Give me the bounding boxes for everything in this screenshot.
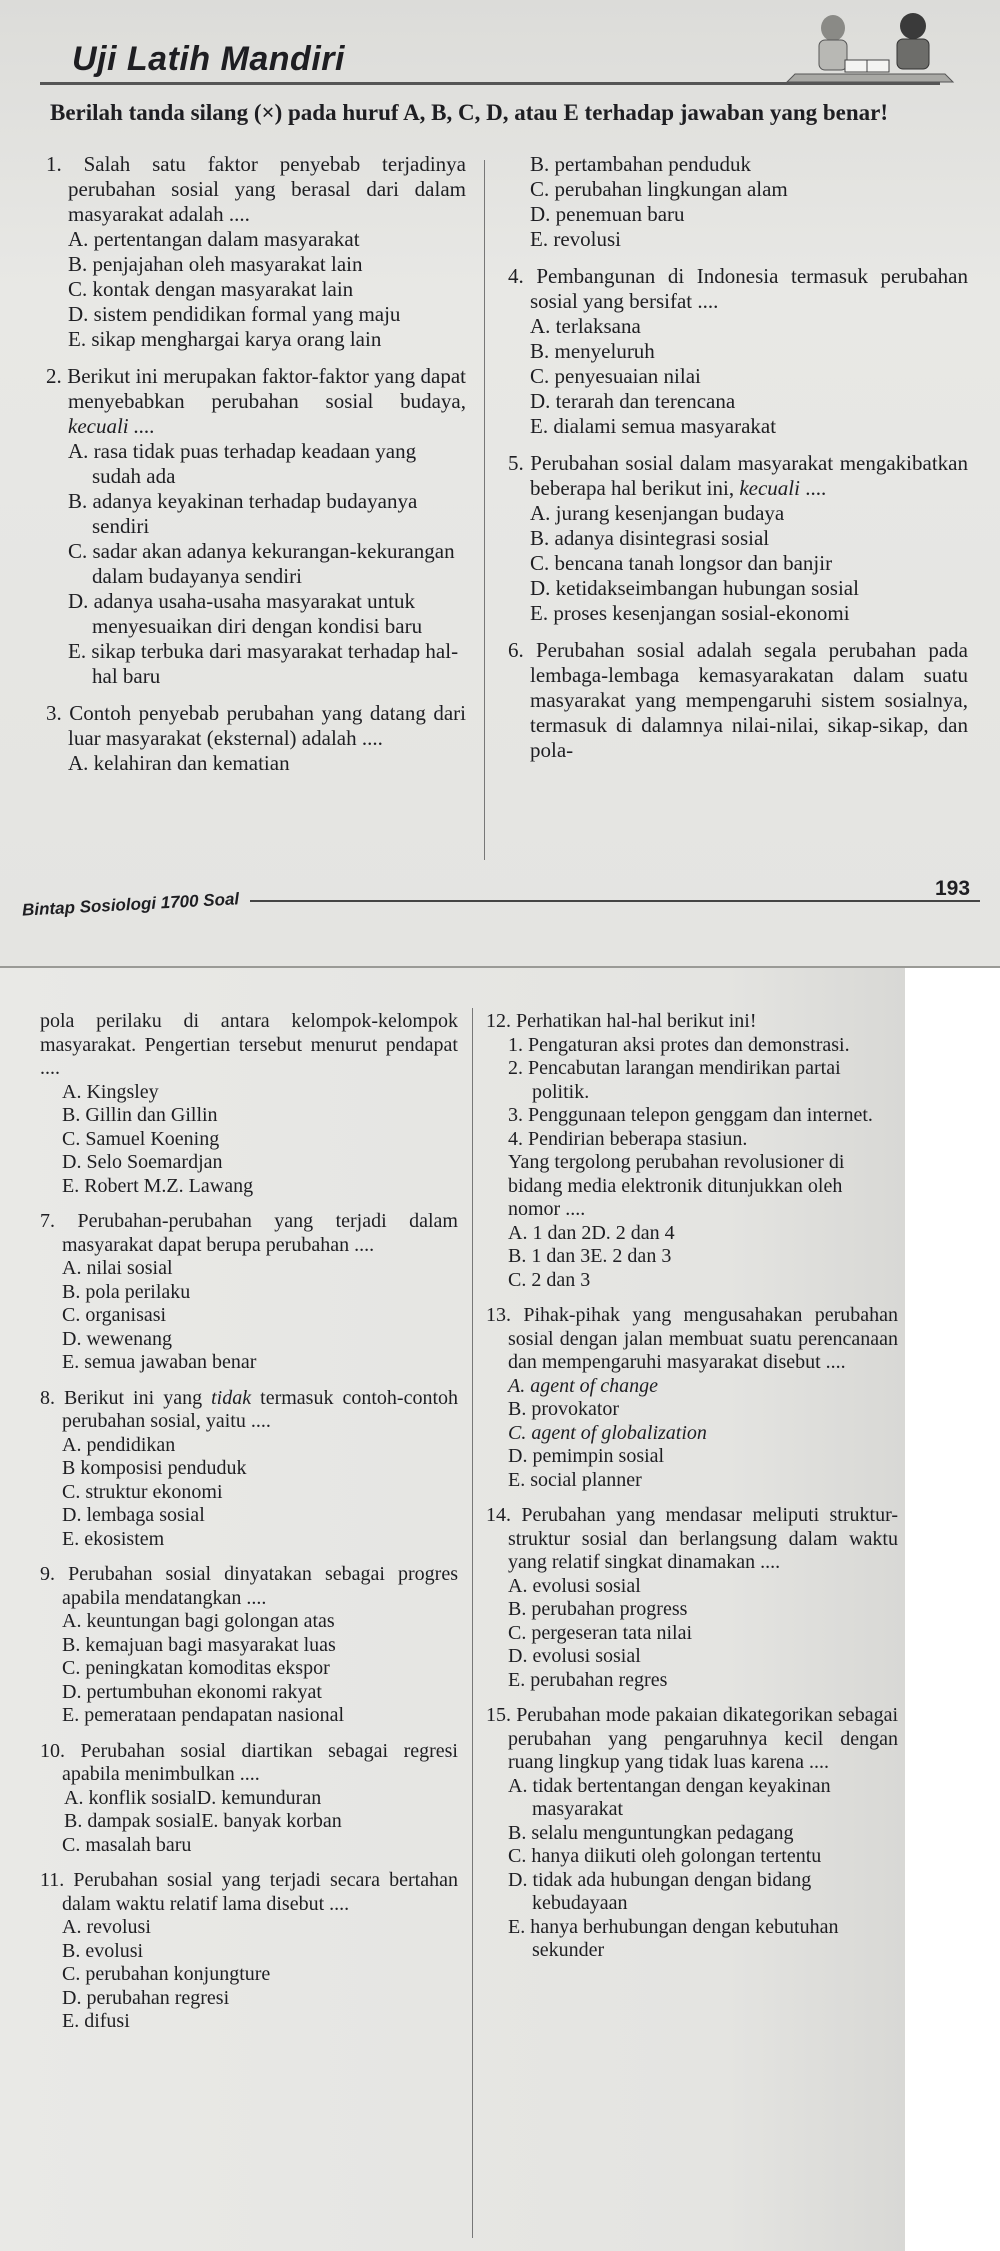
- stem-italic: kecuali: [739, 476, 800, 500]
- option: D. tidak ada hubungan dengan bidang kebudayaan: [508, 1868, 812, 1914]
- question-8: [40, 1387, 458, 1552]
- option: E. pemerataan pendapatan nasional: [62, 1704, 345, 1726]
- stem-text: 8. Berikut ini yang: [40, 1386, 203, 1409]
- option: A. evolusi sosial: [508, 1574, 641, 1597]
- section-title: Uji Latih Mandiri: [72, 40, 345, 78]
- question-stem: [40, 1387, 458, 1434]
- option: A. 1 dan 2: [508, 1221, 592, 1244]
- option: E. semua jawaban benar: [62, 1351, 257, 1373]
- option: B. menyeluruh: [530, 339, 655, 363]
- option: B. adanya keyakinan terhadap budayanya sendiri: [68, 489, 418, 538]
- option: C. penyesuaian nilai: [530, 364, 701, 388]
- option: B. Gillin dan Gillin: [62, 1104, 218, 1126]
- question-stem: pola perilaku di antara kelompok-kelompok masyarakat. Pengertian tersebut menurut pendapat ....: [40, 1010, 458, 1079]
- option: D. penemuan baru: [530, 202, 685, 226]
- question-1: [46, 152, 466, 352]
- book-page-194: [0, 968, 905, 2251]
- option: E. hanya berhubungan dengan kebutuhan sekunder: [508, 1915, 839, 1961]
- column-divider: [484, 160, 485, 860]
- book-title-footer: Bintap Sosiologi 1700 Soal: [21, 889, 240, 920]
- question-stem: 10. Perubahan sosial diartikan sebagai regresi apabila menimbulkan ....: [40, 1739, 458, 1785]
- question-stem: [46, 364, 466, 439]
- option-row: [40, 1810, 458, 1834]
- option: E. sikap menghargai karya orang lain: [68, 327, 382, 351]
- instruction: Berilah tanda silang (×) pada huruf A, B, C, D, atau E terhadap jawaban yang benar!: [50, 100, 889, 125]
- option: C. perubahan lingkungan alam: [530, 177, 788, 201]
- option: C. peningkatan komoditas ekspor: [62, 1657, 330, 1679]
- stem-text: 2. Berikut ini merupakan faktor-faktor yang dapat menyebabkan perubahan sosial budaya,: [46, 364, 466, 413]
- question-stem: 7. Perubahan-perubahan yang terjadi dalam masyarakat dapat berupa perubahan ....: [40, 1210, 458, 1256]
- option: C. Samuel Koening: [62, 1127, 220, 1150]
- question-stem: 12. Perhatikan hal-hal berikut ini!: [486, 1010, 757, 1032]
- option: A. pendidikan: [62, 1433, 176, 1456]
- question-stem: 15. Perubahan mode pakaian dikategorikan sebagai perubahan yang pengaruhnya kecil dengan ruang lingkup yang tidak luas karena ....: [486, 1704, 898, 1773]
- option: E. proses kesenjangan sosial-ekonomi: [530, 601, 850, 625]
- question-9: [40, 1563, 458, 1728]
- option: E. ekosistem: [62, 1527, 165, 1550]
- option: E. revolusi: [530, 227, 621, 251]
- option: D. kemunduran: [196, 1786, 322, 1809]
- question-13: [486, 1304, 898, 1492]
- question-6: [508, 638, 968, 763]
- option: B. adanya disintegrasi sosial: [530, 526, 770, 550]
- title-underline: [40, 82, 940, 85]
- question-11: [40, 1869, 458, 2034]
- option: B. pola perilaku: [62, 1280, 191, 1303]
- question-stem: [508, 451, 968, 501]
- question-stem: 1. Salah satu faktor penyebab terjadinya perubahan sosial yang berasal dari dalam masyarakat adalah ....: [46, 152, 466, 226]
- book-page-193: [0, 0, 1000, 966]
- list-item: 4. Pendirian beberapa stasiun.: [508, 1127, 748, 1150]
- option: A. agent of change: [508, 1374, 658, 1397]
- option: C. 2 dan 3: [508, 1268, 591, 1291]
- question-5: [508, 451, 968, 626]
- question-10: [40, 1740, 458, 1858]
- option: E. 2 dan 3: [590, 1245, 672, 1267]
- option: A. revolusi: [62, 1916, 151, 1938]
- option: B. penjajahan oleh masyarakat lain: [68, 252, 363, 276]
- option: B. perubahan progress: [508, 1598, 688, 1620]
- stem-end: ....: [805, 476, 827, 500]
- option: D. wewenang: [62, 1327, 172, 1350]
- option: D. evolusi sosial: [508, 1645, 641, 1667]
- option: C. perubahan konjungture: [62, 1963, 271, 1985]
- question-6-continued: [40, 1010, 458, 1198]
- option: C. masalah baru: [62, 1833, 192, 1856]
- option: D. ketidakseimbangan hubungan sosial: [530, 576, 859, 600]
- option: B. dampak sosial: [64, 1810, 202, 1832]
- question-stem: 6. Perubahan sosial adalah segala perubahan pada lembaga-lembaga kemasyarakatan dalam suatu masyarakat yang mempengaruhi sistem sosialnya, termasuk di dalamnya nilai-nilai, sikap-sikap, dan pola-: [508, 638, 968, 762]
- question-15: [486, 1704, 898, 1963]
- option: E. sikap terbuka dari masyarakat terhadap hal-hal baru: [68, 639, 459, 688]
- question-stem: 4. Pembangunan di Indonesia termasuk perubahan sosial yang bersifat ....: [508, 264, 968, 313]
- question-3-continued: [508, 152, 968, 252]
- option: E. Robert M.Z. Lawang: [62, 1174, 254, 1197]
- question-stem: 3. Contoh penyebab perubahan yang datang dari luar masyarakat (eksternal) adalah ....: [46, 701, 466, 750]
- option-row: [486, 1222, 898, 1246]
- option: D. lembaga sosial: [62, 1504, 205, 1526]
- option: B. kemajuan bagi masyarakat luas: [62, 1633, 336, 1656]
- students-studying-illustration: [785, 12, 955, 84]
- option: A. jurang kesenjangan budaya: [530, 501, 785, 525]
- list-item: 3. Penggunaan telepon genggam dan internet.: [508, 1104, 873, 1126]
- question-stem-2: Yang tergolong perubahan revolusioner di bidang media elektronik ditunjukkan oleh nomor ....: [508, 1151, 845, 1220]
- stem-italic: tidak: [211, 1386, 252, 1409]
- page2-left-column: [40, 1010, 458, 2036]
- option: C. struktur ekonomi: [62, 1480, 223, 1503]
- option: D. pertumbuhan ekonomi rakyat: [62, 1680, 322, 1703]
- option: B komposisi penduduk: [62, 1457, 247, 1479]
- option: B. 1 dan 3: [508, 1245, 591, 1267]
- option: E. difusi: [62, 2010, 130, 2032]
- stem-text: termasuk contoh-contoh perubahan sosial, yaitu ....: [62, 1386, 459, 1432]
- option: A. Kingsley: [62, 1080, 159, 1103]
- option: C. organisasi: [62, 1304, 167, 1326]
- option: A. kelahiran dan kematian: [68, 751, 290, 775]
- option: B. selalu menguntungkan pedagang: [508, 1821, 794, 1844]
- list-item: 2. Pencabutan larangan mendirikan partai politik.: [508, 1057, 841, 1103]
- question-3: [46, 701, 466, 776]
- question-2: [46, 364, 466, 689]
- list-item: 1. Pengaturan aksi protes dan demonstrasi.: [508, 1033, 850, 1056]
- footer-rule: [250, 900, 980, 902]
- option: A. pertentangan dalam masyarakat: [68, 227, 360, 251]
- option: C. pergeseran tata nilai: [508, 1621, 693, 1644]
- option: B. pertambahan penduduk: [530, 152, 752, 176]
- option: D. adanya usaha-usaha masyarakat untuk menyesuaikan diri dengan kondisi baru: [68, 589, 423, 638]
- question-4: [508, 264, 968, 439]
- option: D. 2 dan 4: [591, 1221, 675, 1244]
- option: C. sadar akan adanya kekurangan-kekurangan dalam budayanya sendiri: [68, 539, 455, 588]
- option: E. banyak korban: [201, 1810, 342, 1832]
- option: D. terarah dan terencana: [530, 389, 736, 413]
- option: B. evolusi: [62, 1939, 144, 1962]
- page1-left-column: [46, 152, 466, 778]
- question-stem: 13. Pihak-pihak yang mengusahakan perubahan sosial dengan jalan membuat suatu perencanaan dan mempengaruhi masyarakat disebut ....: [486, 1304, 898, 1373]
- option: E. perubahan regres: [508, 1668, 668, 1691]
- option: C. agent of globalization: [508, 1421, 707, 1444]
- option: A. keuntungan bagi golongan atas: [62, 1610, 335, 1632]
- option: C. kontak dengan masyarakat lain: [68, 277, 354, 301]
- page-number: 193: [935, 877, 971, 900]
- option-row: [486, 1245, 898, 1269]
- stem-italic: kecuali ....: [68, 414, 155, 438]
- question-14: [486, 1504, 898, 1692]
- option: E. dialami semua masyarakat: [530, 414, 777, 438]
- question-stem: 11. Perubahan sosial yang terjadi secara bertahan dalam waktu relatif lama disebut ....: [40, 1869, 458, 1915]
- page2-right-column: [486, 1010, 898, 1965]
- option: A. tidak bertentangan dengan keyakinan masyarakat: [508, 1774, 831, 1820]
- option: A. konflik sosial: [64, 1786, 197, 1809]
- option: D. sistem pendidikan formal yang maju: [68, 302, 401, 326]
- question-stem: 9. Perubahan sosial dinyatakan sebagai progres apabila mendatangkan ....: [40, 1563, 458, 1609]
- option: A. nilai sosial: [62, 1257, 173, 1279]
- column-divider: [472, 1008, 473, 2238]
- stem-text: 5. Perubahan sosial dalam masyarakat mengakibatkan beberapa hal berikut ini,: [508, 451, 968, 500]
- option: E. social planner: [508, 1468, 642, 1491]
- option: B. provokator: [508, 1398, 620, 1420]
- page1-right-column: [508, 152, 968, 765]
- option: D. pemimpin sosial: [508, 1445, 665, 1467]
- option: A. rasa tidak puas terhadap keadaan yang sudah ada: [68, 439, 417, 488]
- option-row: [40, 1787, 458, 1811]
- option: C. hanya diikuti oleh golongan tertentu: [508, 1845, 822, 1867]
- option: A. terlaksana: [530, 314, 641, 338]
- question-stem: 14. Perubahan yang mendasar meliputi struktur-struktur sosial dan berlangsung dalam waktu yang relatif singkat dinamakan ....: [486, 1504, 898, 1573]
- option: C. bencana tanah longsor dan banjir: [530, 551, 833, 575]
- question-12: [486, 1010, 898, 1292]
- question-7: [40, 1210, 458, 1375]
- option: D. Selo Soemardjan: [62, 1151, 223, 1173]
- option: D. perubahan regresi: [62, 1986, 230, 2009]
